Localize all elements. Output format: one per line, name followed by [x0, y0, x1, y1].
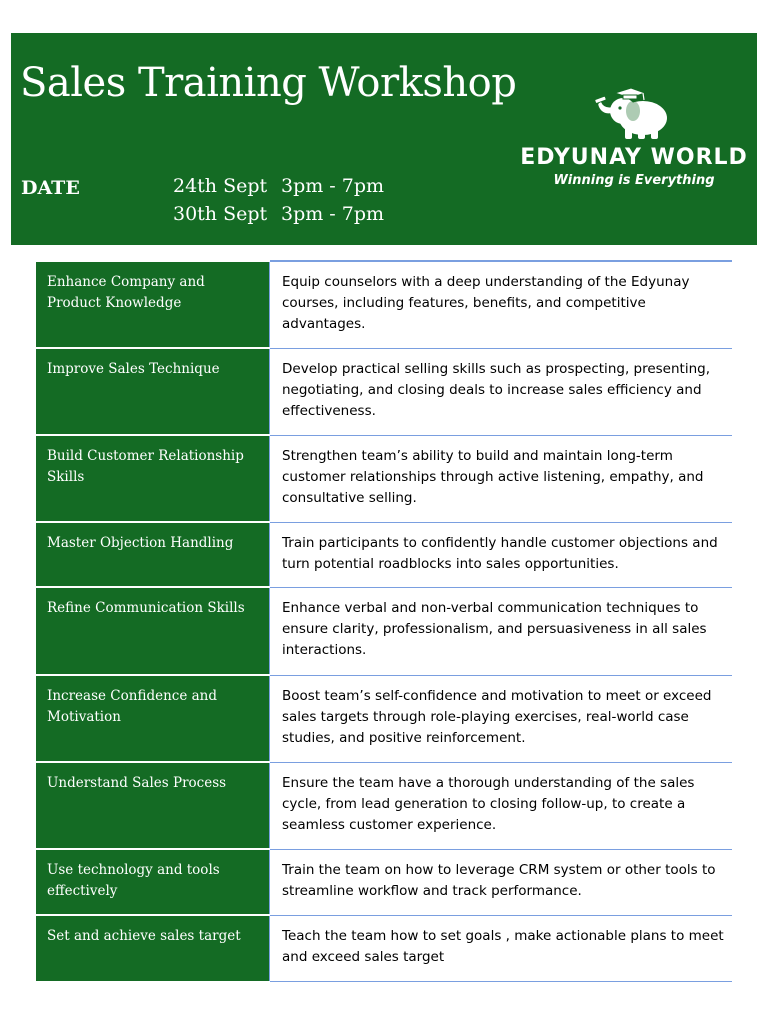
brand-tagline: Winning is Everything — [553, 173, 715, 188]
date-label: DATE — [21, 177, 80, 199]
objective-topic: Enhance Company and Product Knowledge — [36, 261, 270, 348]
brand-name: EDYUNAY WORLD — [520, 145, 748, 170]
objective-topic: Refine Communication Skills — [36, 587, 270, 675]
objective-topic: Set and achieve sales target — [36, 915, 270, 981]
objective-description: Develop practical selling skills such as prospecting, presenting, negotiating, and closing deals to increase sales efficiency and effectiveness. — [270, 348, 733, 435]
objective-topic: Master Objection Handling — [36, 522, 270, 587]
date-day: 24th Sept — [173, 175, 268, 197]
objectives-table — [36, 260, 732, 982]
table-row — [36, 675, 732, 762]
objective-description: Train participants to confidently handle customer objections and turn potential roadblocks into sales opportunities. — [270, 522, 733, 587]
date-time: 3pm - 7pm — [281, 175, 385, 197]
date-row — [173, 205, 384, 224]
date-day: 30th Sept — [173, 203, 268, 225]
objective-description: Strengthen team’s ability to build and maintain long-term customer relationships through active listening, empathy, and consultative selling. — [270, 435, 733, 522]
table-row — [36, 348, 732, 435]
table-row — [36, 915, 732, 981]
objective-description: Equip counselors with a deep understanding of the Edyunay courses, including features, benefits, and competitive advantages. — [270, 261, 733, 348]
objective-description: Boost team’s self-confidence and motivation to meet or exceed sales targets through role-playing exercises, real-world case studies, and positive reinforcement. — [270, 675, 733, 762]
table-row — [36, 849, 732, 915]
edyunay-world-logo — [519, 83, 749, 193]
table-row — [36, 587, 732, 675]
table-row — [36, 261, 732, 348]
table-row — [36, 435, 732, 522]
page-title: Sales Training Workshop — [20, 60, 517, 106]
objective-description: Enhance verbal and non-verbal communication techniques to ensure clarity, professionalism, and persuasiveness in all sales interactions. — [270, 587, 733, 675]
date-row — [173, 177, 384, 196]
elephant-graduation-cap-icon — [593, 83, 673, 143]
header-banner — [11, 33, 757, 245]
date-time: 3pm - 7pm — [281, 203, 385, 225]
table-row — [36, 762, 732, 849]
table-row — [36, 522, 732, 587]
objective-description: Teach the team how to set goals , make actionable plans to meet and exceed sales target — [270, 915, 733, 981]
objective-topic: Build Customer Relationship Skills — [36, 435, 270, 522]
objective-description: Train the team on how to leverage CRM system or other tools to streamline workflow and track performance. — [270, 849, 733, 915]
objective-topic: Use technology and tools effectively — [36, 849, 270, 915]
objective-topic: Improve Sales Technique — [36, 348, 270, 435]
objective-topic: Understand Sales Process — [36, 762, 270, 849]
objective-description: Ensure the team have a thorough understanding of the sales cycle, from lead generation to closing follow-up, to create a seamless customer experience. — [270, 762, 733, 849]
objective-topic: Increase Confidence and Motivation — [36, 675, 270, 762]
